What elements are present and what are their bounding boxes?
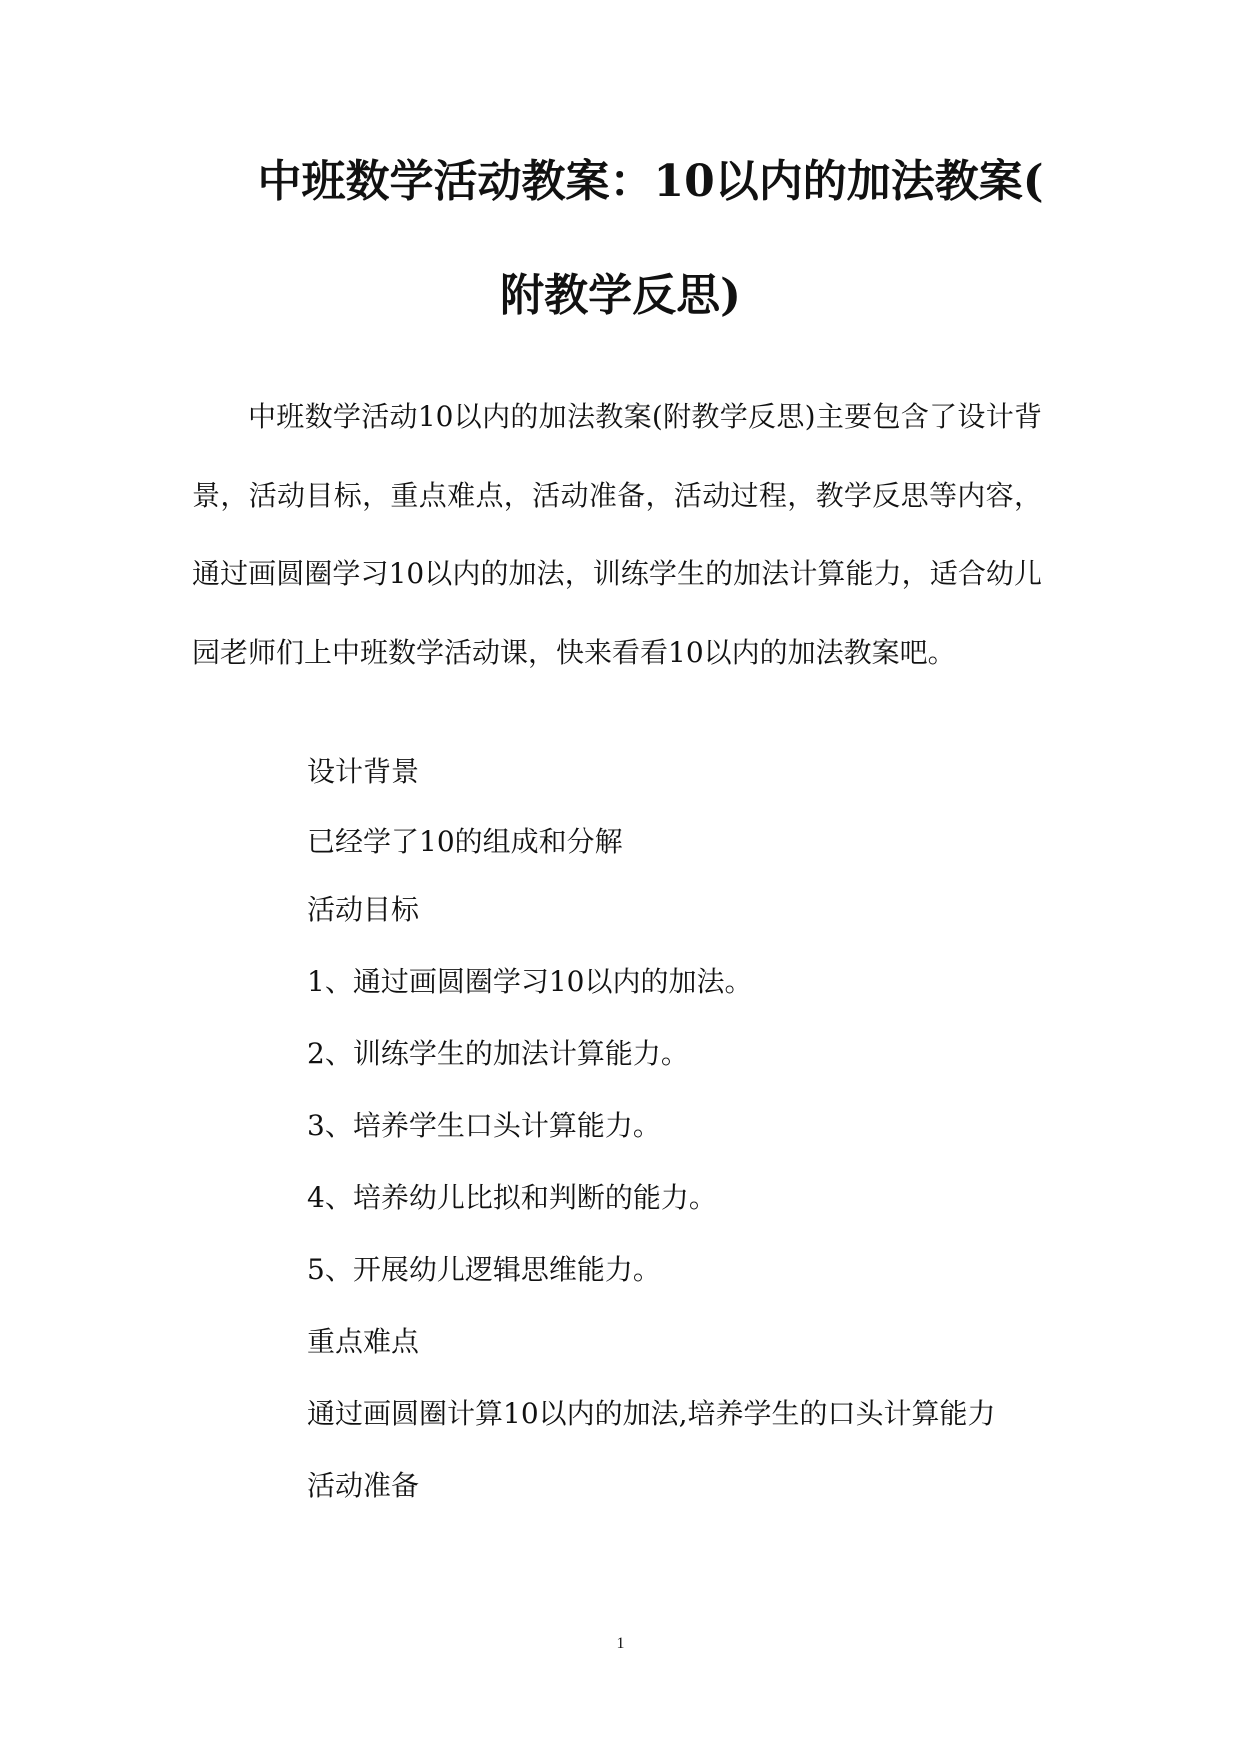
document-title-line-2: 附教学反思) bbox=[500, 270, 741, 321]
list-item: 2、训练学生的加法计算能力。 bbox=[307, 1037, 689, 1070]
list-item: 1、通过画圆圈学习10以内的加法。 bbox=[307, 965, 753, 998]
list-item: 4、培养幼儿比拟和判断的能力。 bbox=[307, 1181, 717, 1214]
list-item: 5、开展幼儿逻辑思维能力。 bbox=[307, 1253, 661, 1286]
body-text: 已经学了10的组成和分解 bbox=[307, 825, 623, 858]
intro-paragraph: 中班数学活动10以内的加法教案(附教学反思)主要包含了设计背景，活动目标，重点难点，活动准备，活动过程，教学反思等内容，通过画圆圈学习10以内的加法，训练学生的加法计算能力，适合幼儿园老师们上中班数学活动课，快来看看10以内的加法教案吧。 bbox=[192, 400, 1042, 669]
body-text: 通过画圆圈计算10以内的加法,培养学生的口头计算能力 bbox=[307, 1397, 996, 1430]
section-heading-activity-preparation: 活动准备 bbox=[307, 1469, 420, 1502]
section-heading-design-background: 设计背景 bbox=[307, 755, 420, 788]
section-heading-activity-goals: 活动目标 bbox=[307, 893, 420, 926]
document-title-line-1: 中班数学活动教案：10以内的加法教案( bbox=[257, 156, 1044, 207]
page-number: 1 bbox=[616, 1635, 625, 1652]
list-item: 3、培养学生口头计算能力。 bbox=[307, 1109, 661, 1142]
section-heading-key-points: 重点难点 bbox=[307, 1325, 420, 1358]
